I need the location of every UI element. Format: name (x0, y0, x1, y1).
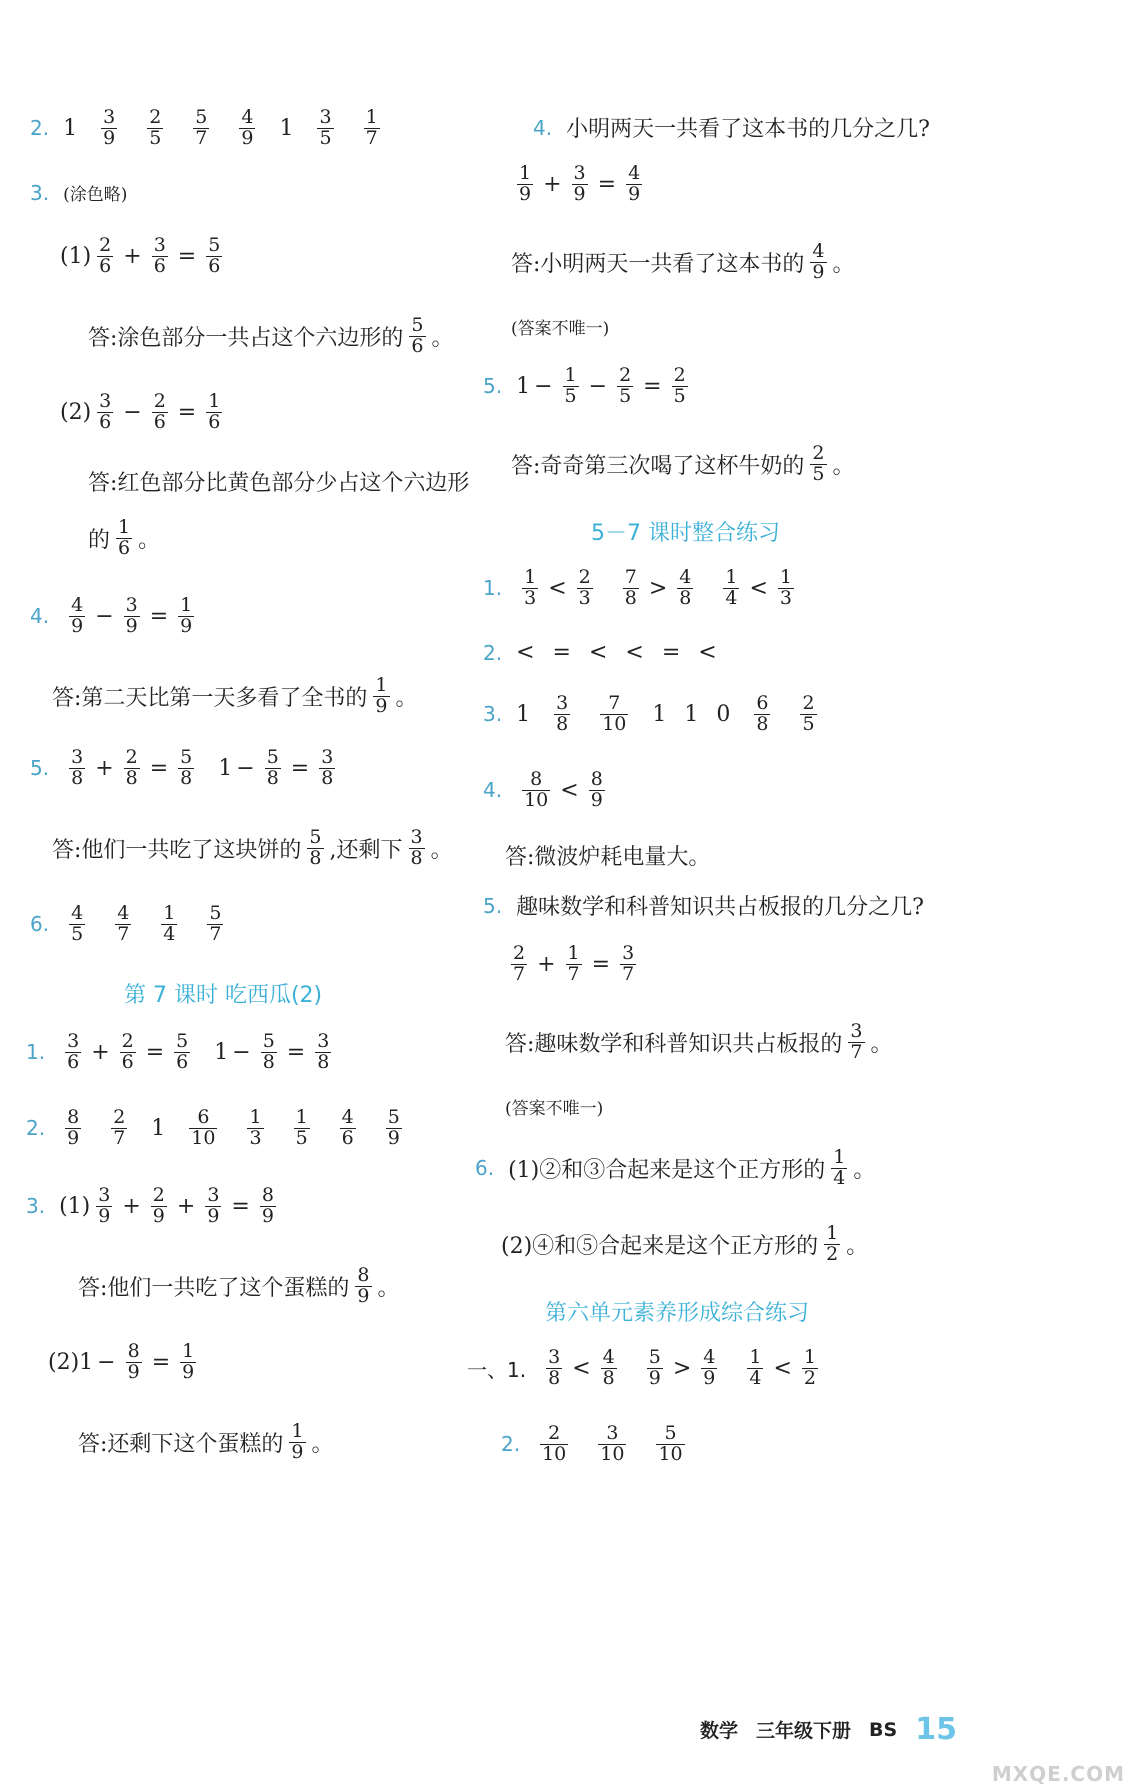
lesson7-q2: 2. $\frac{8}{9}$ $\frac{2}{7}$ 1 $\frac{6}{10}$ $\frac{1}{3}$ $\frac{1}{5}$ $\frac{4}{6}$ $\frac{5}{9}$ (26, 1106, 400, 1149)
lesson7-q3-1-answer: 答:他们一共吃了这个蛋糕的 $\frac{8}{9}$ 。 (78, 1264, 400, 1307)
comparison-symbol: = (661, 640, 681, 665)
left-q3-2-equation: (2) $\frac{3}{6}$ − $\frac{2}{6}$ = $\frac{1}{6}$ (60, 390, 221, 433)
value: 1 (279, 115, 294, 141)
period: 。 (853, 1157, 876, 1183)
comparison-symbol: < (698, 640, 717, 665)
left-q3-2-answer-line2: 的 $\frac{1}{6}$ 。 (88, 516, 161, 559)
section-heading-lesson7: 第 7 课时 吃西瓜(2) (124, 983, 323, 1008)
note: (涂色略) (63, 185, 128, 205)
question-number: 2. (501, 1432, 521, 1457)
subject-label: 数学 (700, 1720, 739, 1742)
right-q4-question (533, 112, 930, 143)
integrated-q5-note (505, 1094, 603, 1119)
period: 。 (832, 251, 855, 277)
left-q3-2-answer-line1 (88, 466, 469, 497)
value: 1 (516, 701, 531, 727)
integrated-q5-answer: 答:趣味数学和科普知识共占板报的 $\frac{3}{7}$ 。 (505, 1020, 893, 1063)
left-q3-1-equation: (1) $\frac{2}{6}$ + $\frac{3}{6}$ = $\frac{5}{6}$ (60, 234, 221, 277)
answer-text: 的 (88, 527, 111, 553)
period: 。 (138, 527, 161, 553)
right-q5-equation: 5. 1 − $\frac{1}{5}$ − $\frac{2}{5}$ = $\frac{2}{5}$ (483, 364, 686, 407)
left-q6: 6. $\frac{4}{5}$ $\frac{4}{7}$ $\frac{1}{4}$ $\frac{5}{7}$ (30, 902, 222, 945)
period: 。 (846, 1233, 869, 1259)
comparison-symbol: = (552, 640, 571, 665)
right-q4-note (511, 314, 609, 339)
answer-text: (2)④和⑤合起来是这个正方形的 (501, 1233, 819, 1259)
section-heading-lessons-5-7: 5－7 课时整合练习 (591, 521, 780, 546)
answer-text: 答:他们一共吃了这个蛋糕的 (78, 1275, 350, 1301)
answer-text: ,还剩下 (329, 837, 403, 863)
fraction: $\frac{4}{9}$ (241, 106, 254, 149)
question-number: 3. (26, 1194, 46, 1219)
integrated-q3: 3. 1 $\frac{3}{8}$ $\frac{7}{10}$ 1 1 0 $\frac{6}{8}$ $\frac{2}{5}$ (483, 692, 815, 735)
question-number: 6. (30, 912, 50, 937)
answer-text: 答:红色部分比黄色部分少占这个六边形 (88, 471, 470, 496)
comparison-symbol: < (625, 640, 644, 665)
period: 。 (311, 1431, 334, 1457)
question-text: 趣味数学和科普知识共占板报的几分之几? (516, 895, 924, 920)
fraction: $\frac{3}{9}$ (103, 106, 116, 149)
right-q4-equation: $\frac{1}{9}$ + $\frac{3}{9}$ = $\frac{4}{9}$ (519, 162, 641, 205)
value: 0 (716, 701, 731, 727)
answer-text: 答:还剩下这个蛋糕的 (78, 1431, 284, 1457)
edition-label: BS (869, 1718, 898, 1741)
left-q2 (30, 108, 386, 149)
value: 1 (63, 115, 78, 141)
answer-text: 答:第二天比第一天多看了全书的 (52, 685, 368, 711)
lesson7-q3-2-equation: (2) 1 − $\frac{8}{9}$ = $\frac{1}{9}$ (48, 1340, 195, 1383)
part-label: (1) (60, 243, 92, 269)
period: 。 (395, 685, 418, 711)
left-q3-1-answer: 答:涂色部分一共占这个六边形的 $\frac{5}{6}$ 。 (88, 314, 454, 357)
question-number: 3. (483, 702, 503, 727)
part-label: (2) (48, 1349, 80, 1375)
value: 1 (151, 1115, 166, 1141)
page-footer (700, 1712, 975, 1747)
integrated-q6-part1: 6. (1)②和③合起来是这个正方形的 $\frac{1}{4}$ 。 (475, 1146, 876, 1189)
question-number: 6. (475, 1156, 495, 1181)
fraction: $\frac{2}{5}$ (149, 106, 162, 149)
question-number: 5. (30, 756, 50, 781)
note: (答案不唯一) (511, 319, 610, 339)
answer-text: 答:他们一共吃了这块饼的 (52, 837, 302, 863)
integrated-q5-equation: $\frac{2}{7}$ + $\frac{1}{7}$ = $\frac{3}{7}$ (513, 942, 635, 985)
value: 1 (684, 701, 699, 727)
left-q4-answer: 答:第二天比第一天多看了全书的 $\frac{1}{9}$ 。 (52, 674, 418, 717)
answer-text: (1)②和③合起来是这个正方形的 (508, 1157, 826, 1183)
answer-text: 答:趣味数学和科普知识共占板报的 (505, 1031, 843, 1057)
integrated-q5-question (483, 890, 924, 921)
left-q4-equation: 4. $\frac{4}{9}$ − $\frac{3}{9}$ = $\frac{1}{9}$ (30, 594, 193, 637)
period: 。 (377, 1275, 400, 1301)
part-label: (2) (60, 399, 92, 425)
left-q3 (30, 180, 127, 205)
question-number: 2. (26, 1116, 46, 1141)
answer-text: 答:奇奇第三次喝了这杯牛奶的 (511, 453, 805, 479)
question-text: 小明两天一共看了这本书的几分之几? (566, 117, 930, 142)
answer-text: 答:涂色部分一共占这个六边形的 (88, 325, 404, 351)
question-number: 1. (26, 1040, 46, 1065)
page-number: 15 (915, 1712, 957, 1747)
integrated-q4-answer (505, 840, 710, 871)
lesson7-q3-2-answer: 答:还剩下这个蛋糕的 $\frac{1}{9}$ 。 (78, 1420, 334, 1463)
lesson7-q1: 1. $\frac{3}{6}$ + $\frac{2}{6}$ = $\frac{5}{6}$ 1 − $\frac{5}{8}$ = $\frac{3}{8}$ (26, 1030, 330, 1073)
period: 。 (832, 453, 855, 479)
question-number: 4. (533, 115, 553, 140)
value: 1 (652, 701, 667, 727)
question-number: 5. (483, 893, 503, 918)
watermark: MXQE.COM (991, 1762, 1125, 1786)
period: 。 (870, 1031, 893, 1057)
unit6-q1: 一、1. $\frac{3}{8}$ < $\frac{4}{8}$ $\frac{5}{9}$ > $\frac{4}{9}$ $\frac{1}{4}$ < $\frac{1}{2}$ (467, 1346, 816, 1389)
question-number: 5. (483, 374, 503, 399)
answer-text: 答:微波炉耗电量大。 (505, 845, 711, 870)
fraction: $\frac{5}{7}$ (195, 106, 208, 149)
answer-text: 答:小明两天一共看了这本书的 (511, 251, 805, 277)
left-q5-answer: 答:他们一共吃了这块饼的 $\frac{5}{8}$ ,还剩下 $\frac{3}{8}$ 。 (52, 826, 453, 869)
integrated-q4: 4. $\frac{8}{10}$ < $\frac{8}{9}$ (483, 768, 603, 811)
period: 。 (430, 837, 453, 863)
unit6-q2: 2. $\frac{2}{10}$ $\frac{3}{10}$ $\frac{5}{10}$ (501, 1422, 683, 1465)
part-label: (1) (59, 1193, 91, 1219)
question-number: 一、1. (467, 1357, 527, 1382)
right-q5-answer: 答:奇奇第三次喝了这杯牛奶的 $\frac{2}{5}$ 。 (511, 442, 855, 485)
comparison-symbol: < (516, 640, 535, 665)
note: (答案不唯一) (505, 1099, 604, 1119)
question-number: 1. (483, 576, 503, 601)
question-number: 4. (483, 778, 503, 803)
fraction: $\frac{1}{7}$ (365, 106, 378, 149)
left-q5-equation: 5. $\frac{3}{8}$ + $\frac{2}{8}$ = $\frac{5}{8}$ 1 − $\frac{5}{8}$ = $\frac{3}{8}$ (30, 746, 334, 789)
question-number: 2. (483, 640, 503, 665)
grade-label: 三年级下册 (756, 1720, 852, 1742)
fraction: $\frac{3}{5}$ (319, 106, 332, 149)
lesson7-q3-1-equation: 3. (1) $\frac{3}{9}$ + $\frac{2}{9}$ + $\frac{3}{9}$ = $\frac{8}{9}$ (26, 1184, 274, 1227)
section-heading-unit6: 第六单元素养形成综合练习 (545, 1301, 810, 1326)
integrated-q6-part2: (2)④和⑤合起来是这个正方形的 $\frac{1}{2}$ 。 (501, 1222, 869, 1265)
comparison-symbol: < (588, 640, 608, 665)
question-number: 4. (30, 604, 50, 629)
question-number: 2. (30, 116, 50, 141)
integrated-q2 (483, 640, 717, 665)
integrated-q1: 1. $\frac{1}{3}$ < $\frac{2}{3}$ $\frac{7}{8}$ > $\frac{4}{8}$ $\frac{1}{4}$ < $\frac{1}{3}$ (483, 566, 792, 609)
question-number: 3. (30, 180, 50, 205)
right-q4-answer: 答:小明两天一共看了这本书的 $\frac{4}{9}$ 。 (511, 240, 855, 283)
period: 。 (431, 325, 454, 351)
